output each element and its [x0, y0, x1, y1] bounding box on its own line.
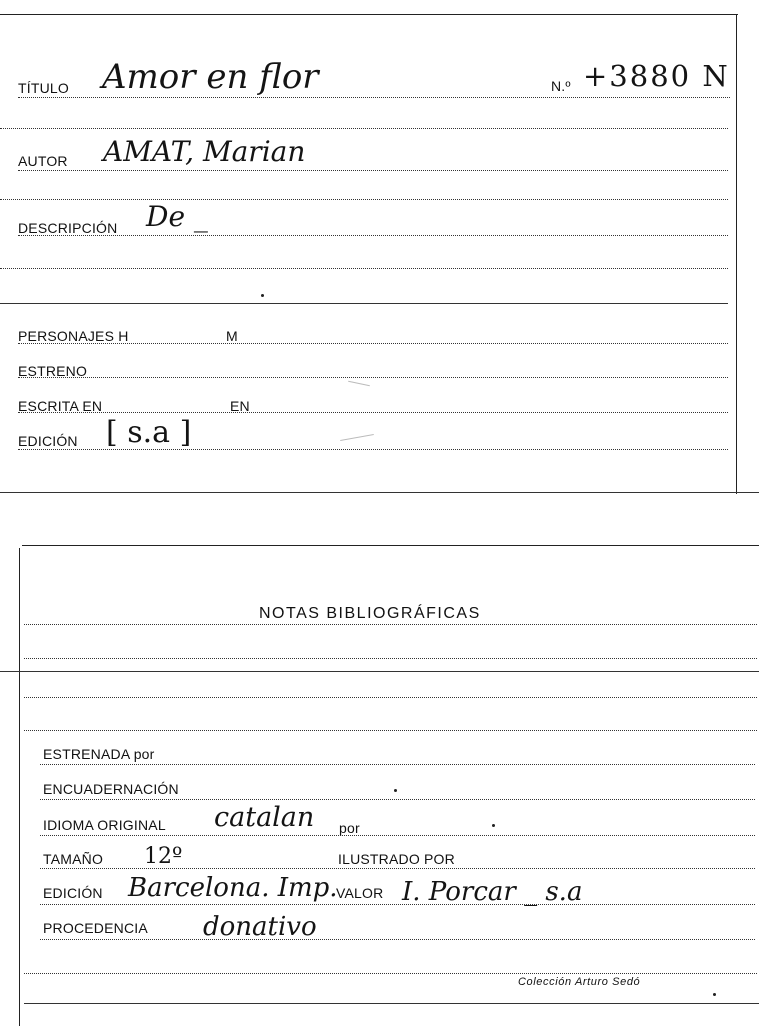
edicion-label: EDICIÓN	[18, 433, 78, 449]
autor-line-2	[0, 199, 728, 200]
idioma-value: catalan	[214, 802, 315, 833]
notas-line-4	[24, 697, 757, 698]
ink-dot	[261, 294, 264, 297]
titulo-label: TÍTULO	[18, 80, 69, 96]
procedencia-value: donativo	[203, 912, 317, 942]
card-left-edge	[19, 548, 20, 1026]
descripcion-label: DESCRIPCIÓN	[18, 220, 118, 236]
edicion-line	[18, 449, 728, 450]
descripcion-line-2	[0, 268, 728, 269]
coleccion-footer: Colección Arturo Sedó	[518, 976, 641, 988]
edicion-label: EDICIÓN	[43, 885, 103, 901]
autor-value: AMAT, Marian	[103, 135, 306, 168]
autor-line	[18, 170, 728, 171]
titulo-value: Amor en flor	[102, 57, 319, 97]
titulo-line	[18, 97, 730, 98]
edicion-value: Barcelona. Imp.	[128, 873, 338, 903]
tamano-label: TAMAÑO	[43, 851, 104, 867]
valor-value: I. Porcar _ s.a	[402, 877, 583, 907]
tamano-value: 12º	[144, 844, 183, 869]
idioma-line	[40, 835, 755, 836]
card-right-edge	[736, 14, 737, 494]
encuadernacion-line	[40, 799, 755, 800]
procedencia-label: PROCEDENCIA	[43, 920, 148, 936]
personajes-line	[18, 343, 728, 344]
escrita-label: ESCRITA EN	[18, 398, 103, 414]
smudge-mark	[340, 434, 374, 441]
edicion-value: [ s.a ]	[106, 415, 192, 450]
idioma-label: IDIOMA ORIGINAL	[43, 817, 166, 833]
personajes-m-label: M	[226, 328, 238, 344]
notas-header: NOTAS BIBLIOGRÁFICAS	[259, 605, 481, 622]
descripcion-line	[18, 235, 728, 236]
estrenada-label: ESTRENADA por	[43, 746, 155, 762]
edicion-bottom-line	[40, 904, 755, 905]
ink-dot	[713, 993, 716, 996]
autor-label: AUTOR	[18, 153, 68, 169]
estrenada-line	[40, 764, 755, 765]
notas-line	[24, 624, 757, 625]
card-bottom-edge	[0, 492, 759, 493]
estreno-line	[18, 377, 728, 378]
ink-dot	[492, 824, 495, 827]
notas-line-2	[24, 658, 757, 659]
catalog-card-top	[0, 0, 759, 495]
descripcion-value: De _	[146, 200, 208, 233]
ink-dot	[394, 789, 397, 792]
procedencia-line	[40, 939, 755, 940]
idioma-por-label: por	[339, 820, 360, 836]
tamano-line	[40, 868, 755, 869]
smudge-mark	[348, 381, 370, 387]
procedencia-line-2	[24, 973, 757, 974]
ilustrado-label: ILUSTRADO POR	[338, 851, 455, 867]
titulo-line-2	[0, 128, 728, 129]
card-top-edge	[22, 545, 759, 546]
valor-label: VALOR	[336, 885, 384, 901]
encuadernacion-label: ENCUADERNACIÓN	[43, 781, 179, 797]
descripcion-line-3	[0, 303, 728, 304]
numero-label: N.º	[551, 78, 571, 94]
card-top-edge	[0, 14, 738, 15]
notas-line-3	[0, 671, 759, 672]
notas-line-5	[24, 730, 757, 731]
estreno-label: ESTRENO	[18, 363, 88, 379]
personajes-label: PERSONAJES H	[18, 328, 129, 344]
numero-value: +3880 N	[583, 59, 730, 93]
card-bottom-edge	[24, 1003, 759, 1004]
catalog-card-bottom	[0, 540, 759, 1028]
escrita-en-label: EN	[230, 398, 250, 414]
escrita-line	[18, 412, 728, 413]
